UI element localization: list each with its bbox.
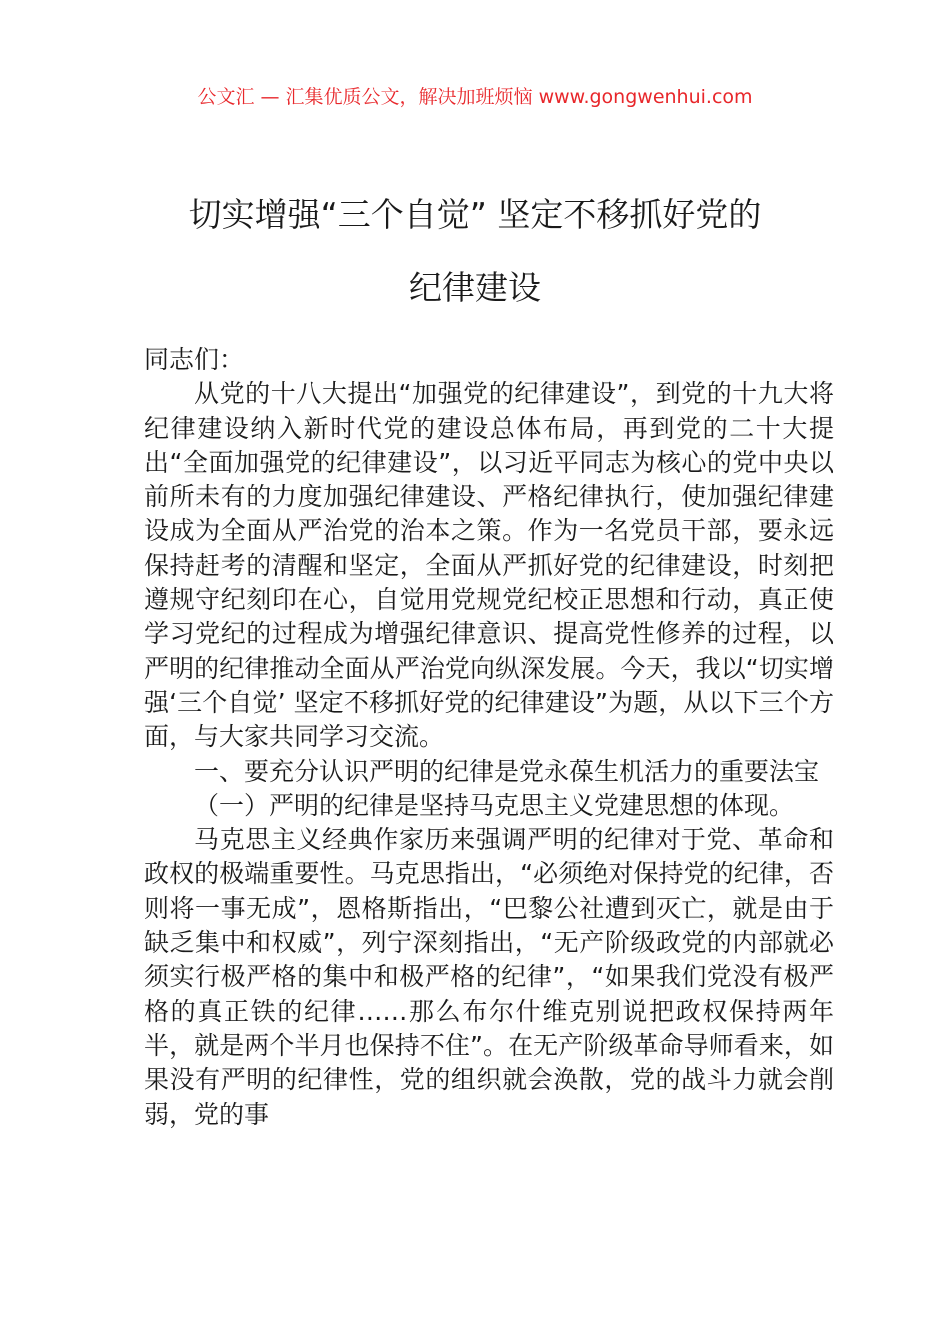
- site-header-banner: 公文汇 — 汇集优质公文，解决加班烦恼 www.gongwenhui.com: [197, 86, 753, 108]
- document-body: [144, 343, 834, 1132]
- document-title: [100, 178, 850, 324]
- title-line-1: 切实增强“三个自觉” 坚定不移抓好党的: [188, 195, 762, 234]
- subsection-heading-1: （一）严明的纪律是坚持马克思主义党建思想的体现。: [194, 790, 795, 820]
- paragraph-intro: 从党的十八大提出“加强党的纪律建设”，到党的十九大将纪律建设纳入新时代党的建设总体布局，再到党的二十大提出“全面加强党的纪律建设”，以习近平同志为核心的党中央以前所未有的力度加强纪律建设、严格纪律执行，使加强纪律建设成为全面从严治党的治本之策。作为一名党员干部，要永远保持赶考的清醒和坚定，全面从严抓好党的纪律建设，时刻把遵规守纪刻印在心，自觉用党规党纪校正思想和行动，真正使学习党纪的过程成为增强纪律意识、提高党性修养的过程，以严明的纪律推动全面从严治党向纵深发展。今天，我以“切实增强‘三个自觉’ 坚定不移抓好党的纪律建设”为题，从以下三个方面，与大家共同学习交流。: [144, 379, 834, 752]
- paragraph-marxism: 马克思主义经典作家历来强调严明的纪律对于党、革命和政权的极端重要性。马克思指出，“必须绝对保持党的纪律，否则将一事无成”，恩格斯指出，“巴黎公社遭到灭亡，就是由于缺乏集中和权威”，列宁深刻指出，“无产阶级政党的内部就必须实行极严格的集中和极严格的纪律”，“如果我们党没有极严格的真正铁的纪律……那么布尔什维克别说把政权保持两年半，就是两个半月也保持不住”。在无产阶级革命导师看来，如果没有严明的纪律性，党的组织就会涣散，党的战斗力就会削弱，党的事: [144, 825, 834, 1129]
- section-heading-1: 一、要充分认识严明的纪律是党永葆生机活力的重要法宝: [194, 756, 820, 786]
- salutation: 同志们：: [144, 345, 245, 374]
- title-line-2: 纪律建设: [409, 268, 541, 307]
